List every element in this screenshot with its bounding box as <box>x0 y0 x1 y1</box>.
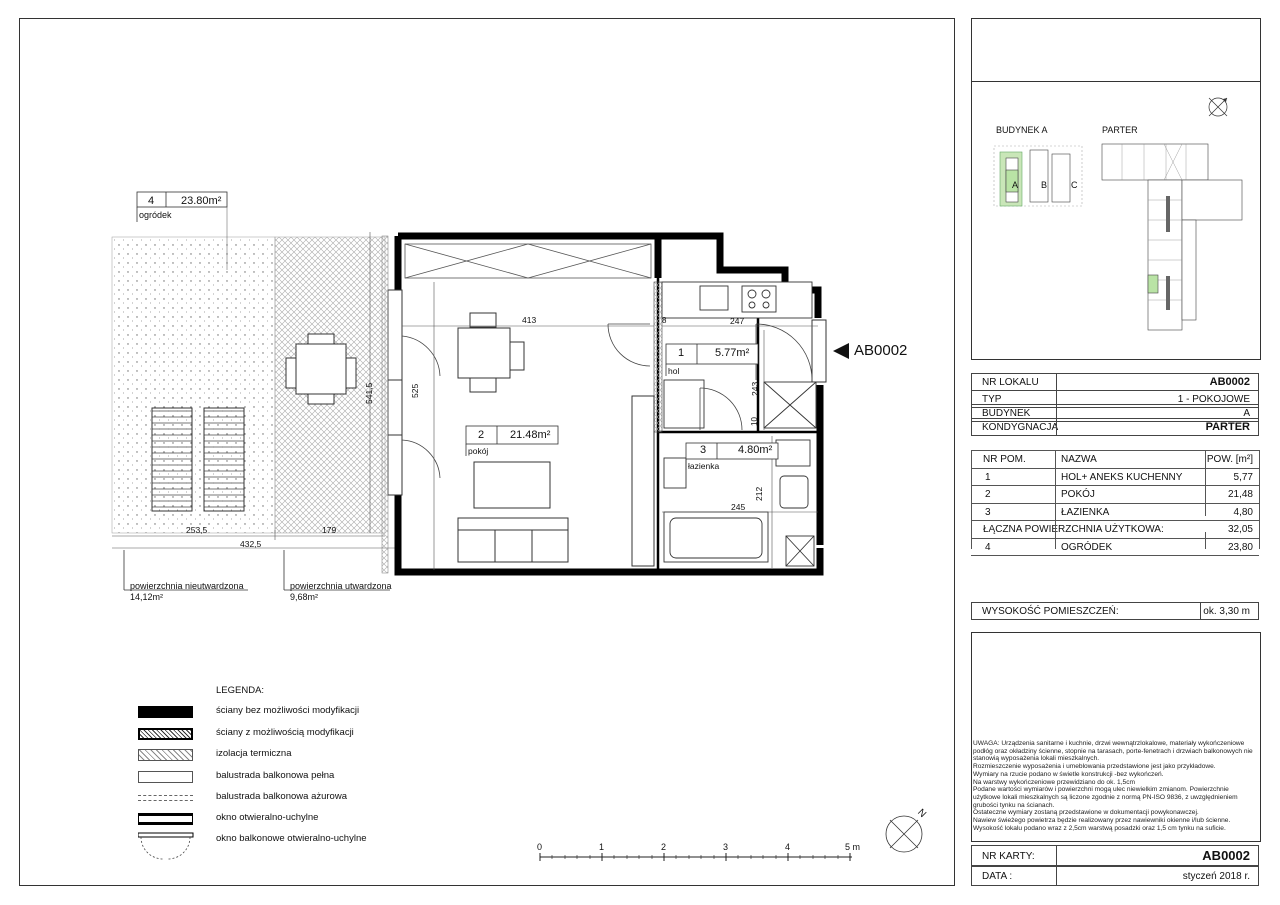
room-area: 5,77 <box>1233 471 1253 483</box>
keyplan-floor-label: PARTER <box>1102 125 1138 135</box>
legend-swatch-insulation <box>138 749 193 761</box>
keyplan-building-label: BUDYNEK A <box>996 125 1048 135</box>
legend-swatch-balcony-door <box>138 831 194 861</box>
room-area: 21,48 <box>1227 489 1253 500</box>
block-a-label: A <box>1012 180 1019 190</box>
rooms-table <box>971 450 1259 556</box>
col-header: NR POM. <box>983 454 1026 465</box>
info-label: BUDYNEK <box>982 408 1031 419</box>
height-label: WYSOKOŚĆ POMIESZCZEŃ: <box>982 606 1119 617</box>
info-value: PARTER <box>1205 421 1250 433</box>
card-label: NR KARTY: <box>982 851 1035 862</box>
total-value: 32,05 <box>1227 524 1253 535</box>
room-name: POKÓJ <box>1061 489 1095 500</box>
scale-tick-2: 2 <box>661 842 667 852</box>
table-row <box>971 539 1259 557</box>
scale-bar <box>530 850 870 866</box>
north-label: N <box>915 807 929 820</box>
block-c-label: C <box>1071 180 1078 190</box>
date-label: DATA : <box>982 871 1013 882</box>
surface-unhardened-label: powierzchnia nieutwardzona <box>130 581 244 591</box>
garden-table <box>286 334 356 404</box>
room-name: OGRÓDEK <box>1061 541 1113 553</box>
room-area: 23,80 <box>1227 541 1253 553</box>
dim-10: 10 <box>750 417 759 426</box>
room-no: 4 <box>985 541 991 553</box>
room2-label: pokój <box>468 446 489 456</box>
room1-label: hol <box>668 366 680 376</box>
room-no: 2 <box>985 489 991 500</box>
floor-keyplan <box>1100 140 1250 340</box>
legend-swatch-open-balustrade <box>138 795 193 801</box>
info-value: 1 - POKOJOWE <box>1177 394 1250 405</box>
col-header: POW. [m²] <box>1206 454 1253 465</box>
garden-area: 23.80m² <box>181 195 222 207</box>
table-row <box>971 504 1259 522</box>
scale-tick-5: 5 m <box>845 842 861 852</box>
table-row <box>971 469 1259 487</box>
room3-no: 3 <box>700 444 707 456</box>
scale-tick-0: 0 <box>537 842 543 852</box>
legend-swatch-solid-wall <box>138 706 193 718</box>
room1-no: 1 <box>678 347 685 359</box>
scale-tick-4: 4 <box>785 842 791 852</box>
table-row <box>971 486 1259 504</box>
table-row-total <box>971 521 1259 539</box>
sun-lounger <box>204 408 244 511</box>
keyplan-compass-icon <box>1203 92 1233 122</box>
surface-hardened-label: powierzchnia utwardzona <box>290 581 392 591</box>
unit-code-label: AB0002 <box>854 342 908 359</box>
col-header: NAZWA <box>1061 454 1097 465</box>
notes-text: UWAGA: Urządzenia sanitarne i kuchnie, drzwi wewnątrzlokalowe, materiały wykończeniowe podłóg oraz okładziny ścienne, stopnie na tarasach, porte-fenetrach i drzwiach balkonowych nie stanowią wyposażenia lokali mieszkalnych. Rozmieszczenie wyposażenia i umeblowania przedstawione jest jako przykładowe. Wymiary na rzucie podano w świetle konstrukcji -bez wykończeń. Na warstwy wykończeniowe przewidziano do ok. 1,5cm Podane wartości wymiarów i powierzchni mogą ulec niewielkim zmianom. Powierzchnie użytkowe lokali mieszkalnych są liczone zgodnie z normą PN-ISO 9836, z uwzględnieniem grubości tynku na ścianach. Ostateczne wymiary zostaną przedstawione w dokumentacji powykonawczej. Nawiew świeżego powietrza będzie realizowany przez nawiewniki okienne i/lub ścienne. Wysokość lokalu podano wraz z 2,5cm warstwą posadzki oraz 1,5 cm tynku na suficie. <box>973 740 1253 832</box>
dim-5415: 541,5 <box>364 382 374 404</box>
legend-label: ściany z możliwością modyfikacji <box>216 727 354 738</box>
dim-247: 247 <box>730 316 745 326</box>
room1-area: 5.77m² <box>715 347 750 359</box>
legend-swatch-modifiable-wall <box>138 728 193 740</box>
legend-swatch-window <box>138 813 193 825</box>
height-row <box>971 602 1259 620</box>
dim-4325: 432,5 <box>240 539 262 549</box>
dim-179: 179 <box>322 525 337 535</box>
info-value: AB0002 <box>1209 376 1250 388</box>
dim-8: 8 <box>662 316 667 325</box>
dim-2535: 253,5 <box>186 525 208 535</box>
legend-label: izolacja termiczna <box>216 748 292 759</box>
total-label: ŁĄCZNA POWIERZCHNIA UŻYTKOWA: <box>983 524 1164 535</box>
date-value: styczeń 2018 r. <box>1182 871 1250 882</box>
garden-label: ogródek <box>139 210 172 220</box>
surface-unhardened-value: 14,12m² <box>130 592 164 602</box>
card-value: AB0002 <box>1202 848 1250 863</box>
scale-tick-1: 1 <box>599 842 605 852</box>
garden-no: 4 <box>148 195 155 207</box>
block-b-label: B <box>1041 180 1048 190</box>
surface-hardened-value: 9,68m² <box>290 592 319 602</box>
legend-label: okno balkonowe otwieralno-uchylne <box>216 833 367 844</box>
room2-no: 2 <box>478 429 485 441</box>
legend-label: ściany bez możliwości modyfikacji <box>216 705 360 716</box>
height-value: ok. 3,30 m <box>1203 606 1250 617</box>
info-row <box>971 373 1259 391</box>
room-name: ŁAZIENKA <box>1061 506 1110 518</box>
site-keyplan <box>990 140 1090 210</box>
legend-label: balustrada balkonowa pełna <box>216 770 335 781</box>
unit-pointer-arrow <box>833 343 849 359</box>
room-no: 1 <box>985 471 991 483</box>
floor-plan <box>0 0 960 600</box>
room-no: 3 <box>985 506 991 518</box>
scale-tick-3: 3 <box>723 842 729 852</box>
room2-area: 21.48m² <box>510 429 551 441</box>
room-name: HOL+ ANEKS KUCHENNY <box>1061 471 1183 483</box>
room3-label: łazienka <box>688 461 720 471</box>
info-row <box>971 418 1259 436</box>
legend-label: balustrada balkonowa ażurowa <box>216 791 347 802</box>
room3-area: 4.80m² <box>738 444 773 456</box>
dim-525: 525 <box>410 383 420 398</box>
legend-swatch-solid-balustrade <box>138 771 193 783</box>
dim-245: 245 <box>731 502 746 512</box>
info-label: NR LOKALU <box>982 377 1039 388</box>
info-value: A <box>1243 408 1250 419</box>
dim-212: 212 <box>754 486 764 501</box>
legend-label: okno otwieralno-uchylne <box>216 812 319 823</box>
legend-title: LEGENDA: <box>216 685 265 696</box>
dim-243: 243 <box>750 381 760 396</box>
garden-unhardened <box>112 237 275 533</box>
rooms-table-header <box>971 451 1259 469</box>
info-label: KONDYGNACJA <box>982 422 1059 433</box>
card-row <box>971 845 1259 866</box>
sun-lounger <box>152 408 192 511</box>
dim-413: 413 <box>522 315 537 325</box>
date-row <box>971 866 1259 886</box>
info-label: TYP <box>982 394 1002 405</box>
room-area: 4,80 <box>1233 506 1253 518</box>
